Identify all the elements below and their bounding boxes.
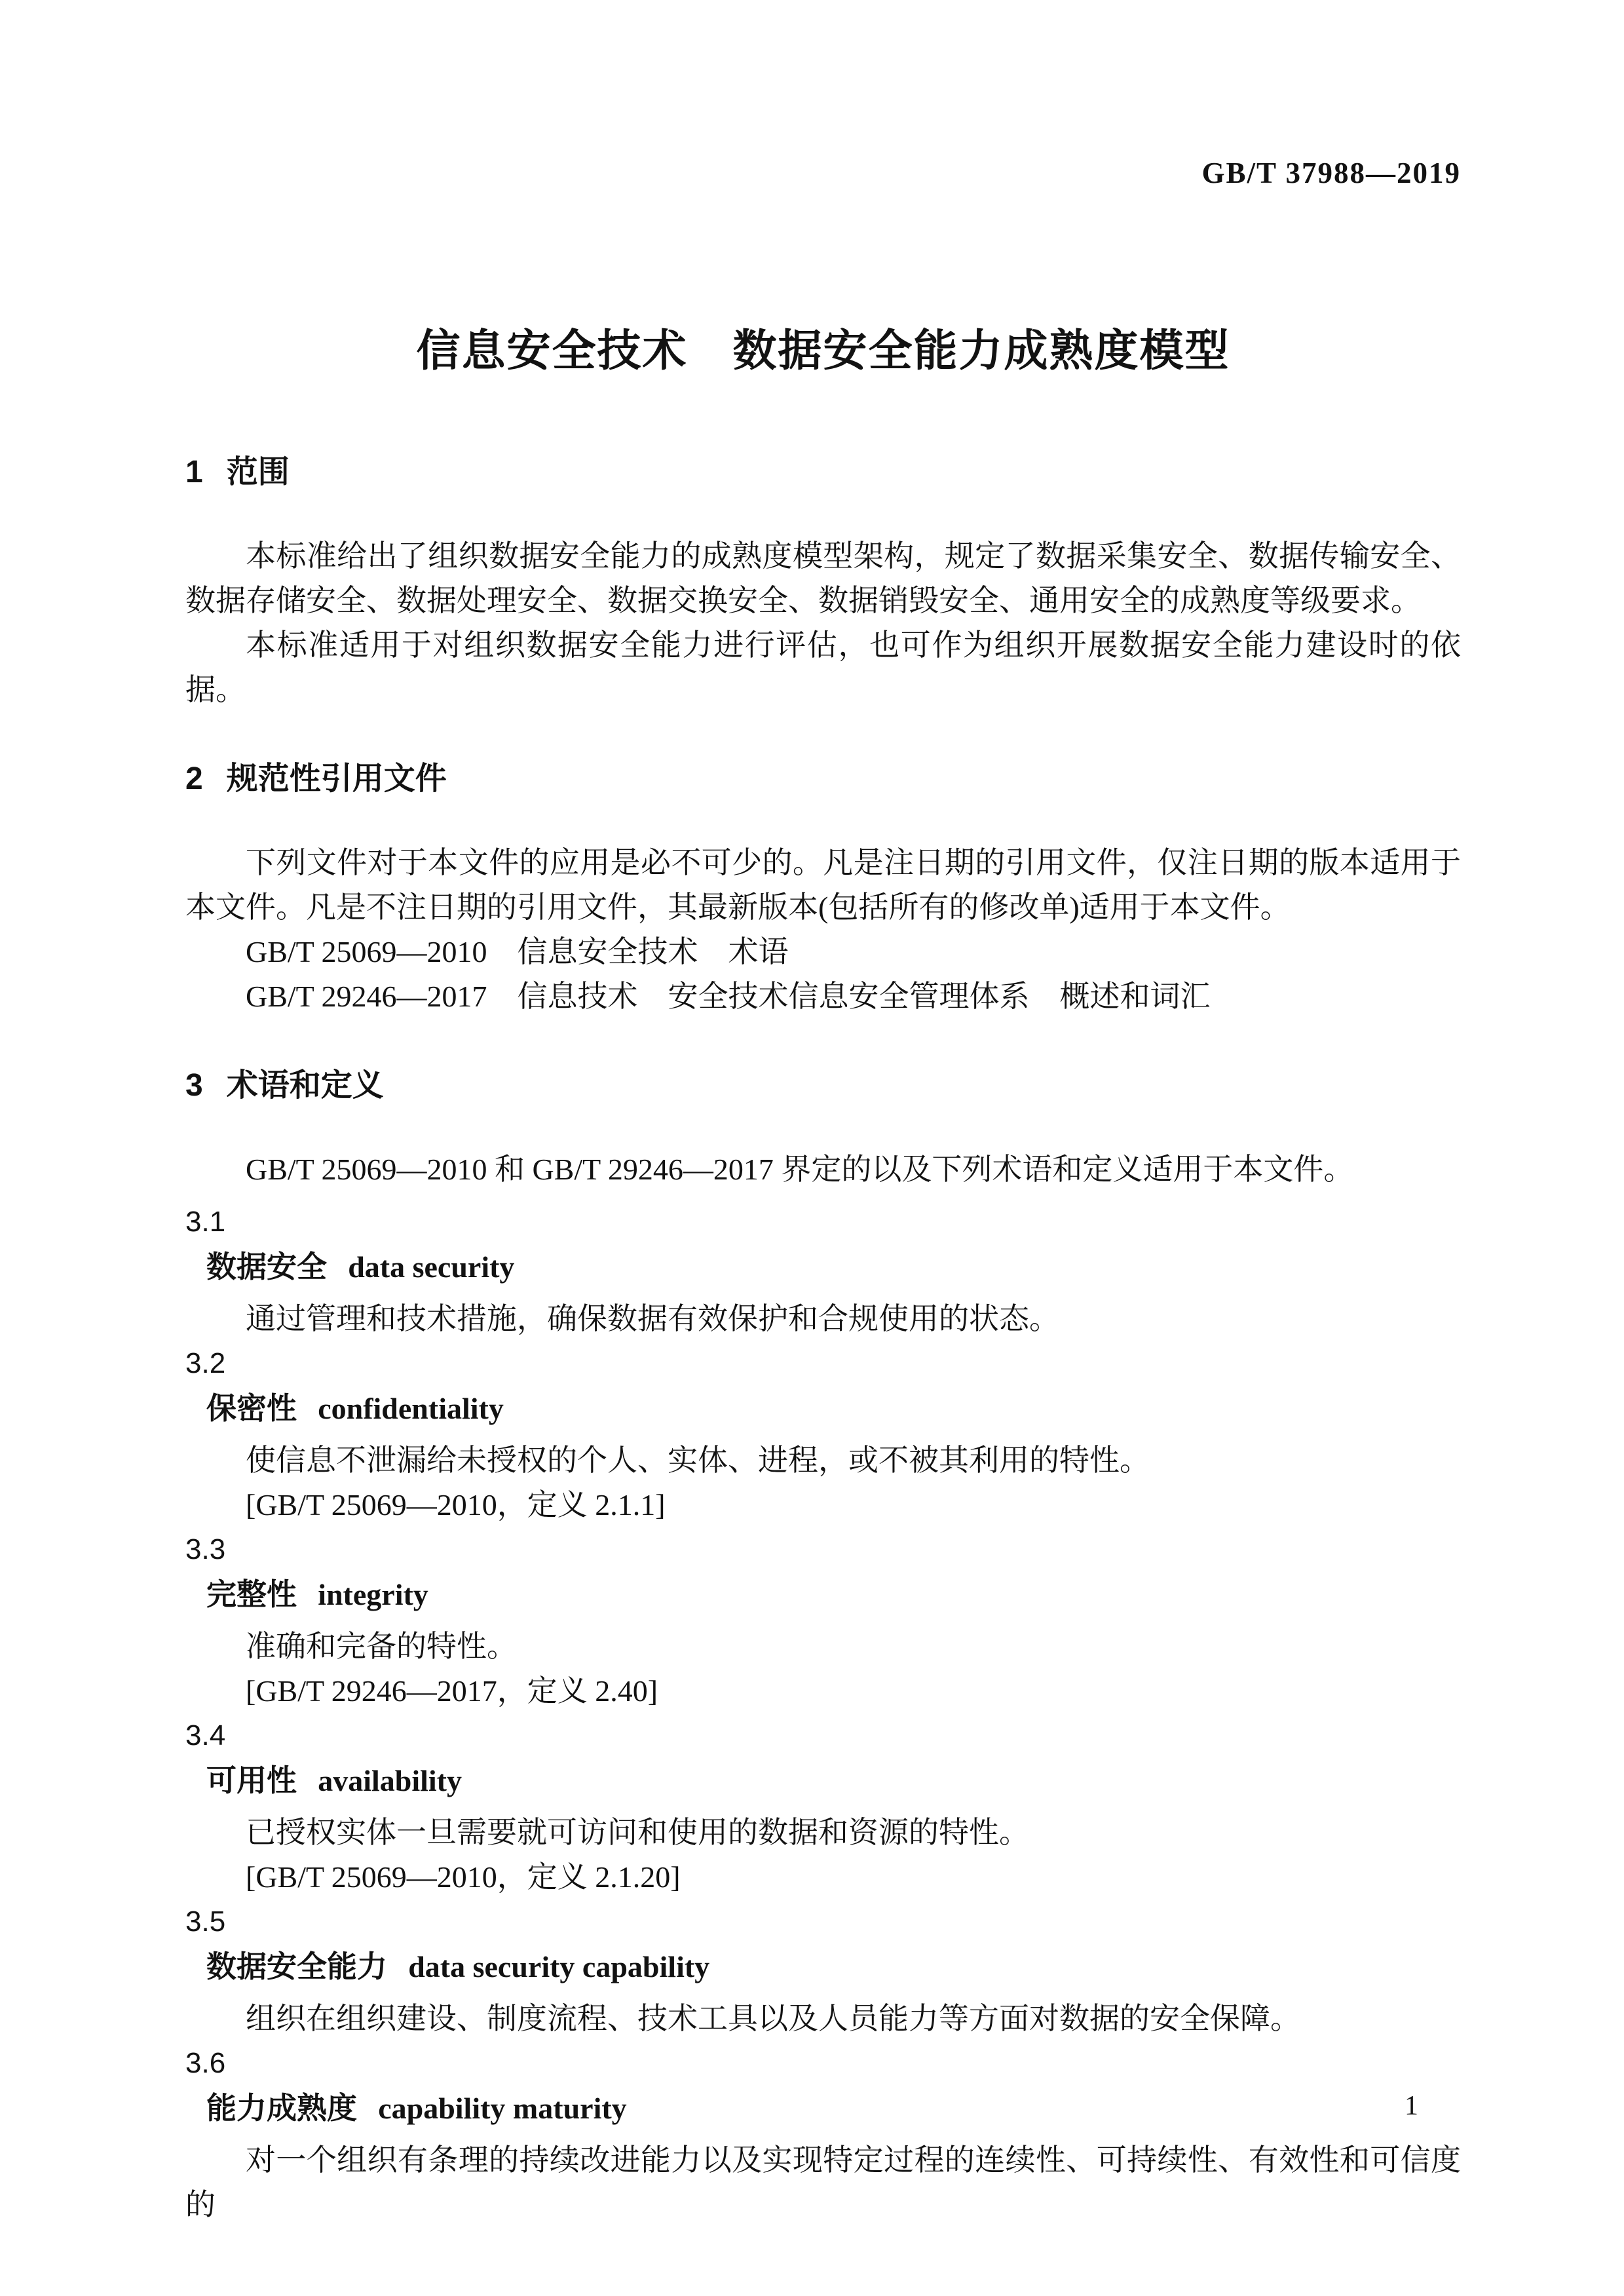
term-source-reference: [GB/T 25069—2010，定义 2.1.20] bbox=[246, 1860, 681, 1894]
term-name-chinese: 可用性 bbox=[206, 1763, 297, 1797]
term-definition: 已授权实体一旦需要就可访问和使用的数据和资源的特性。 bbox=[246, 1816, 1029, 1849]
doc-header bbox=[185, 156, 1461, 197]
page-number: 1 bbox=[1405, 2091, 1418, 2121]
term-name-english: data security bbox=[348, 1250, 515, 1284]
term-block bbox=[185, 2041, 1461, 2227]
terms-list bbox=[185, 1200, 1461, 2227]
term-name-english: data security capability bbox=[408, 1950, 710, 1983]
reference-item: GB/T 29246—2017 信息技术 安全技术信息安全管理体系 概述和词汇 bbox=[246, 980, 1211, 1013]
term-source-reference: [GB/T 29246—2017，定义 2.40] bbox=[246, 1674, 658, 1708]
section-scope-heading bbox=[185, 450, 1461, 495]
doc-title: 信息安全技术 数据安全能力成熟度模型 bbox=[416, 326, 1230, 375]
term-name-chinese: 完整性 bbox=[206, 1577, 297, 1611]
section-references-heading bbox=[185, 757, 1461, 801]
term-name-chinese: 能力成熟度 bbox=[206, 2091, 357, 2125]
term-name bbox=[185, 1944, 1461, 1997]
term-name bbox=[185, 1572, 1461, 1624]
term-name-english: availability bbox=[318, 1764, 462, 1797]
section-terms-heading bbox=[185, 1063, 1461, 1108]
term-number: 3.3 bbox=[185, 1533, 226, 1565]
term-name-chinese: 数据安全能力 bbox=[206, 1949, 387, 1983]
section-references-number: 2 bbox=[185, 761, 203, 796]
term-name bbox=[185, 2086, 1461, 2138]
term-number: 3.2 bbox=[185, 1347, 226, 1379]
term-source-reference: [GB/T 25069—2010，定义 2.1.1] bbox=[246, 1488, 666, 1521]
term-block bbox=[185, 1200, 1461, 1341]
standard-code: GB/T 37988—2019 bbox=[1201, 157, 1461, 189]
term-definition: 对一个组织有条理的持续改进能力以及实现特定过程的连续性、可持续性、有效性和可信度的 bbox=[185, 2143, 1461, 2221]
section-terms-number: 3 bbox=[185, 1068, 203, 1103]
term-number: 3.1 bbox=[185, 1206, 226, 1238]
term-name-english: integrity bbox=[318, 1578, 428, 1611]
section-scope-title: 范围 bbox=[226, 455, 290, 489]
section-scope-number: 1 bbox=[185, 455, 203, 489]
term-block bbox=[185, 1527, 1461, 1713]
term-name bbox=[185, 1244, 1461, 1297]
term-definition: 通过管理和技术措施，确保数据有效保护和合规使用的状态。 bbox=[246, 1302, 1059, 1335]
term-definition: 使信息不泄漏给未授权的个人、实体、进程，或不被其利用的特性。 bbox=[246, 1444, 1150, 1477]
term-name bbox=[185, 1386, 1461, 1438]
references-intro-paragraph: 下列文件对于本文件的应用是必不可少的。凡是注日期的引用文件，仅注日期的版本适用于本文件。凡是不注日期的引用文件，其最新版本(包括所有的修改单)适用于本文件。 bbox=[185, 846, 1461, 924]
term-block bbox=[185, 1341, 1461, 1527]
reference-item: GB/T 25069—2010 信息安全技术 术语 bbox=[246, 935, 789, 968]
scope-paragraph-2: 本标准适用于对组织数据安全能力进行评估，也可作为组织开展数据安全能力建设时的依据。 bbox=[185, 628, 1461, 706]
term-definition: 准确和完备的特性。 bbox=[246, 1630, 517, 1663]
section-terms-title: 术语和定义 bbox=[226, 1068, 384, 1103]
term-name-chinese: 保密性 bbox=[206, 1391, 297, 1425]
terms-intro-paragraph: GB/T 25069—2010 和 GB/T 29246—2017 界定的以及下列术语和定义适用于本文件。 bbox=[246, 1153, 1354, 1186]
term-name-english: confidentiality bbox=[318, 1392, 504, 1425]
term-name bbox=[185, 1758, 1461, 1810]
term-number: 3.5 bbox=[185, 1905, 226, 1938]
term-name-chinese: 数据安全 bbox=[206, 1250, 327, 1284]
scope-paragraph-1: 本标准给出了组织数据安全能力的成熟度模型架构，规定了数据采集安全、数据传输安全、数据存储安全、数据处理安全、数据交换安全、数据销毁安全、通用安全的成熟度等级要求。 bbox=[185, 539, 1461, 617]
term-name-english: capability maturity bbox=[378, 2092, 627, 2125]
term-number: 3.6 bbox=[185, 2047, 226, 2079]
term-number: 3.4 bbox=[185, 1719, 226, 1751]
term-block bbox=[185, 1900, 1461, 2041]
section-references-title: 规范性引用文件 bbox=[226, 761, 447, 796]
term-definition: 组织在组织建设、制度流程、技术工具以及人员能力等方面对数据的安全保障。 bbox=[246, 2002, 1300, 2035]
term-block bbox=[185, 1713, 1461, 1900]
